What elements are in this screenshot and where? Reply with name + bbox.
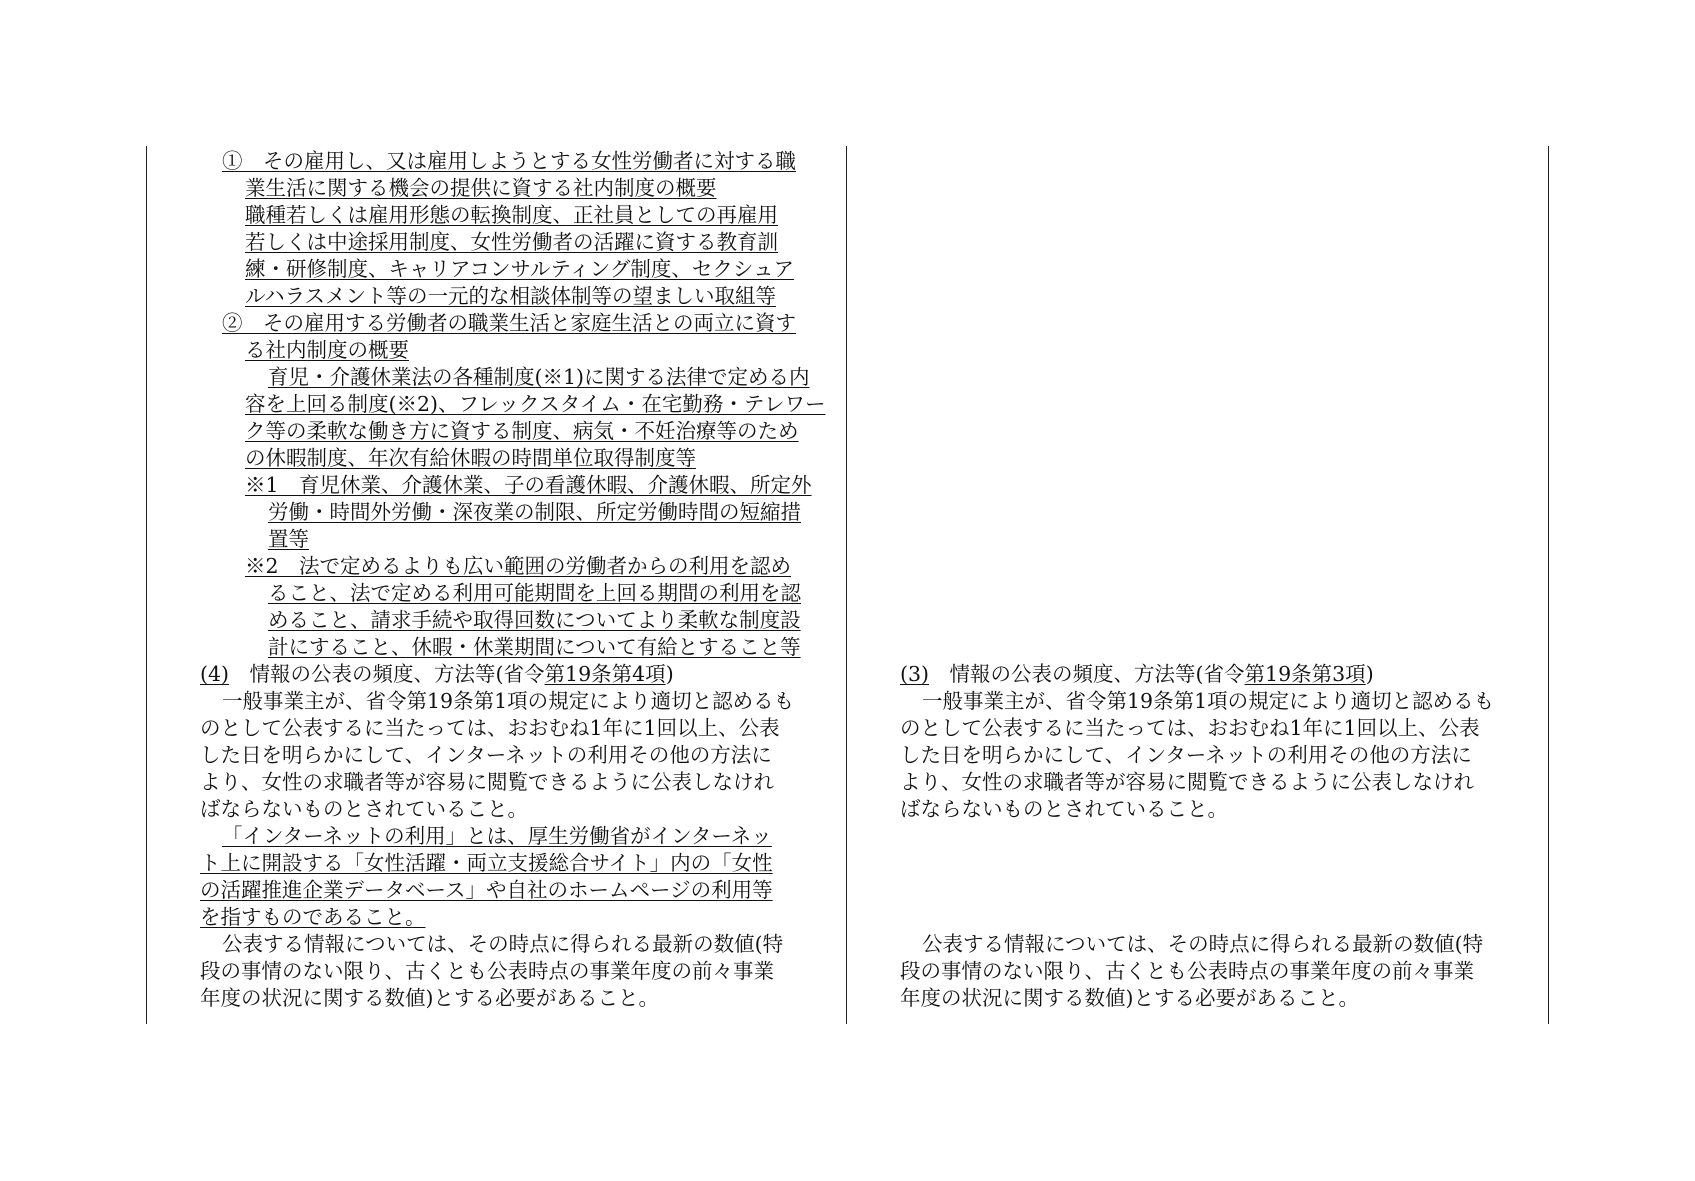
section-3-number: (3) (900, 662, 930, 686)
section-4-body-line: のとして公表するに当たっては、おおむね1年に1回以上、公表 (200, 716, 780, 740)
section-3-body-line: ばならないものとされていること。 (900, 797, 1228, 821)
note-1-line: 置等 (268, 527, 309, 551)
item-2-line: ② その雇用する労働者の職業生活と家庭生活との両立に資す (222, 311, 796, 335)
item-2-line: る社内制度の概要 (245, 338, 409, 362)
section-4-body-line: より、女性の求職者等が容易に閲覧できるように公表しなけれ (200, 770, 774, 794)
latest-figures-line: 公表する情報については、その時点に得られる最新の数値(特 (922, 932, 1484, 956)
section-3-body-line: のとして公表するに当たっては、おおむね1年に1回以上、公表 (900, 716, 1480, 740)
item-1-body-line: 職種若しくは雇用形態の転換制度、正社員としての再雇用 (245, 203, 778, 227)
section-4-reference: 第19条第4項 (544, 662, 666, 686)
latest-figures-line: 年度の状況に関する数値)とする必要があること。 (200, 986, 659, 1010)
frame-rule-middle (846, 146, 847, 1024)
section-4-body-line: した日を明らかにして、インターネットの利用その他の方法に (200, 743, 772, 767)
section-3-title: 情報の公表の頻度、方法等(省令 (929, 662, 1245, 686)
item-2-body-line: ク等の柔軟な働き方に資する制度、病気・不妊治療等のため (245, 419, 799, 443)
item-2-body-line: 容を上回る制度(※2)、フレックスタイム・在宅勤務・テレワー (245, 392, 826, 416)
section-4-title: 情報の公表の頻度、方法等(省令 (229, 662, 545, 686)
section-3-body-line: 一般事業主が、省令第19条第1項の規定により適切と認めるも (922, 689, 1495, 713)
item-1-line: 業生活に関する機会の提供に資する社内制度の概要 (245, 176, 717, 200)
internet-definition-line: 「インターネットの利用」とは、厚生労働省がインターネッ (222, 824, 772, 848)
section-4-number: (4) (200, 662, 230, 686)
item-1-body-line: 練・研修制度、キャリアコンサルティング制度、セクシュア (245, 257, 794, 281)
internet-definition-line: ト上に開設する「女性活躍・両立支援総合サイト」内の「女性 (200, 851, 773, 875)
note-2-line: めること、請求手続や取得回数についてより柔軟な制度設 (268, 608, 801, 632)
frame-rule-left (146, 146, 147, 1024)
item-2-body-line: 育児・介護休業法の各種制度(※1)に関する法律で定める内 (268, 365, 810, 389)
section-4-body-line: ばならないものとされていること。 (200, 797, 528, 821)
latest-figures-line: 公表する情報については、その時点に得られる最新の数値(特 (222, 932, 784, 956)
internet-definition-line: を指すものであること。 (200, 905, 426, 929)
note-1-line: 労働・時間外労働・深夜業の制限、所定労働時間の短縮措 (268, 500, 801, 524)
internet-definition-line: の活躍推進企業データベース」や自社のホームページの利用等 (200, 878, 773, 902)
section-3-heading: (3) 情報の公表の頻度、方法等(省令第19条第3項) (900, 662, 1374, 686)
item-1-body-line: 若しくは中途採用制度、女性労働者の活躍に資する教育訓 (245, 230, 778, 254)
item-1-line: ① その雇用し、又は雇用しようとする女性労働者に対する職 (222, 149, 796, 173)
item-1-body-line: ルハラスメント等の一元的な相談体制等の望ましい取組等 (245, 284, 776, 308)
item-2-body-line: の休暇制度、年次有給休暇の時間単位取得制度等 (245, 446, 696, 470)
note-2-line: 計にすること、休暇・休業期間について有給とすること等 (268, 635, 801, 659)
section-3-body-line: した日を明らかにして、インターネットの利用その他の方法に (900, 743, 1472, 767)
section-3-body-line: より、女性の求職者等が容易に閲覧できるように公表しなけれ (900, 770, 1474, 794)
latest-figures-line: 段の事情のない限り、古くとも公表時点の事業年度の前々事業 (900, 959, 1474, 983)
latest-figures-line: 年度の状況に関する数値)とする必要があること。 (900, 986, 1359, 1010)
latest-figures-line: 段の事情のない限り、古くとも公表時点の事業年度の前々事業 (200, 959, 774, 983)
note-1-line: ※1 育児休業、介護休業、子の看護休暇、介護休暇、所定外 (245, 473, 812, 497)
section-4-body-line: 一般事業主が、省令第19条第1項の規定により適切と認めるも (222, 689, 795, 713)
frame-rule-right (1548, 146, 1549, 1024)
note-2-line: ※2 法で定めるよりも広い範囲の労働者からの利用を認め (245, 554, 792, 578)
section-3-reference: 第19条第3項 (1244, 662, 1366, 686)
section-4-heading: (4) 情報の公表の頻度、方法等(省令第19条第4項) (200, 662, 674, 686)
note-2-line: ること、法で定める利用可能期間を上回る期間の利用を認 (268, 581, 801, 605)
